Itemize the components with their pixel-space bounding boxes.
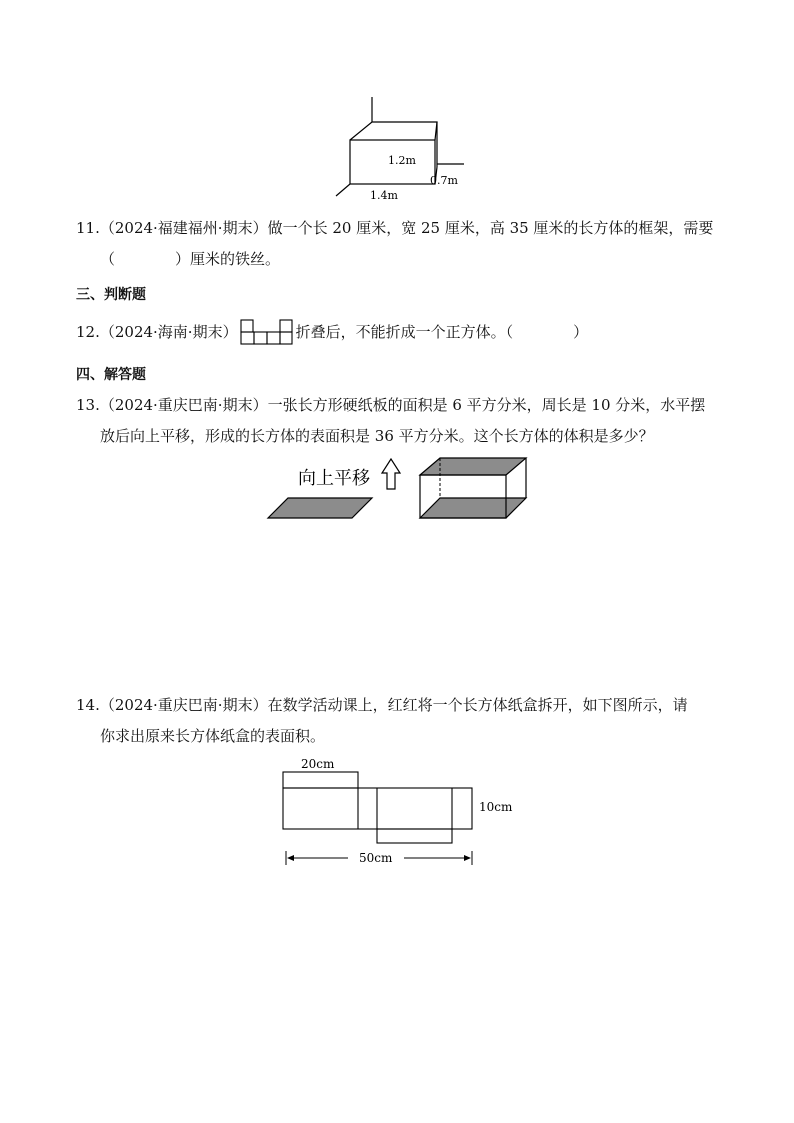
up-arrow-icon (382, 459, 400, 489)
label-10cm: 10cm (479, 800, 513, 814)
question-13-line2: 放后向上平移，形成的长方体的表面积是 36 平方分米。这个长方体的体积是多少？ (100, 427, 654, 445)
length-label: 1.4m (370, 189, 398, 202)
translation-figure (262, 455, 532, 525)
label-50cm: 50cm (359, 851, 393, 865)
question-11-line1: 11.（2024·福建福州·期末）做一个长 20 厘米，宽 25 厘米，高 35 厘米的长方体的框架，需要 (76, 219, 714, 237)
label-20cm: 20cm (301, 757, 335, 771)
question-11-line2: （ ）厘米的铁丝。 (100, 250, 281, 268)
box-net-figure (276, 752, 526, 872)
translate-up-label: 向上平移 (298, 468, 370, 489)
width-label: 0.7m (430, 174, 458, 187)
section-title-judgment: 三、判断题 (76, 287, 146, 303)
cube-net-figure (240, 319, 294, 345)
question-12-suffix: 折叠后，不能折成一个正方体。（ ） (295, 323, 589, 341)
cuboid-axes-figure (330, 92, 480, 204)
question-12 (76, 317, 588, 347)
question-14-line1: 14.（2024·重庆巴南·期末）在数学活动课上，红红将一个长方体纸盒拆开，如下图所示，请 (76, 696, 688, 714)
question-13-line1: 13.（2024·重庆巴南·期末）一张长方形硬纸板的面积是 6 平方分米，周长是 10 分米，水平摆 (76, 396, 706, 414)
section-title-solve: 四、解答题 (76, 367, 146, 383)
question-12-prefix: 12.（2024·海南·期末） (76, 323, 238, 341)
question-14-line2: 你求出原来长方体纸盒的表面积。 (100, 727, 326, 745)
height-label: 1.2m (388, 154, 416, 167)
